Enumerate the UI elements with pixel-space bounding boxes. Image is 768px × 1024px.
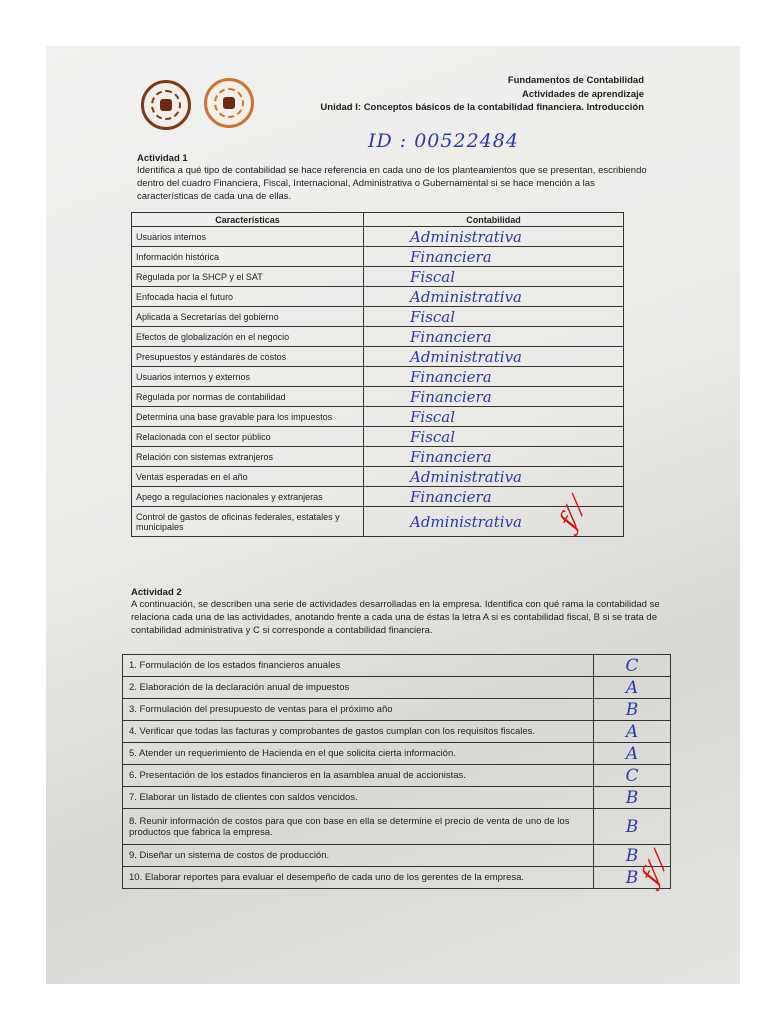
table-row bbox=[132, 227, 624, 247]
row-answer: B bbox=[594, 809, 671, 845]
row-statement: Usuarios internos y externos bbox=[132, 367, 364, 387]
student-id: ID : 00522484 bbox=[368, 130, 519, 152]
row-statement: Ventas esperadas en el año bbox=[132, 467, 364, 487]
table-row bbox=[123, 699, 671, 721]
table-row bbox=[123, 765, 671, 787]
row-statement: 7. Elaborar un listado de clientes con saldos vencidos. bbox=[123, 787, 594, 809]
row-statement: 6. Presentación de los estados financieros en la asamblea anual de accionistas. bbox=[123, 765, 594, 787]
row-answer: A bbox=[594, 677, 671, 699]
row-statement: 10. Elaborar reportes para evaluar el desempeño de cada uno de los gerentes de la empresa. bbox=[123, 867, 594, 889]
row-answer: B bbox=[594, 699, 671, 721]
university-seal-logo bbox=[141, 80, 191, 130]
table-row bbox=[132, 367, 624, 387]
row-statement: Presupuestos y estándares de costos bbox=[132, 347, 364, 367]
table-row bbox=[132, 407, 624, 427]
table-row bbox=[132, 267, 624, 287]
row-statement: 9. Diseñar un sistema de costos de producción. bbox=[123, 845, 594, 867]
activity2-instructions: A continuación, se describen una serie de actividades desarrolladas en la empresa. Identifica con qué rama la contabilidad se relaciona cada una de las actividades, anotando frente a cada una de éstas la letra A si es contabilidad fiscal, B si se trata de contabilidad administrativa y C si corresponde a contabilidad financiera. bbox=[131, 599, 660, 636]
row-answer: Administrativa bbox=[364, 507, 624, 537]
row-answer: B bbox=[594, 845, 671, 867]
table-row bbox=[132, 387, 624, 407]
course-title: Fundamentos de Contabilidad bbox=[507, 75, 644, 86]
row-statement: Control de gastos de oficinas federales, estatales y municipales bbox=[132, 507, 364, 537]
row-answer: C bbox=[594, 655, 671, 677]
row-statement: Usuarios internos bbox=[132, 227, 364, 247]
row-statement: 3. Formulación del presupuesto de ventas para el próximo año bbox=[123, 699, 594, 721]
row-statement: Apego a regulaciones nacionales y extranjeras bbox=[132, 487, 364, 507]
table-row bbox=[132, 287, 624, 307]
table-row bbox=[123, 867, 671, 889]
row-statement: Relacionada con el sector público bbox=[132, 427, 364, 447]
table-row bbox=[132, 467, 624, 487]
row-statement: 8. Reunir información de costos para que con base en ella se determine el precio de venta de uno de los productos que fabrica la empresa. bbox=[123, 809, 594, 845]
row-answer: Administrativa bbox=[364, 347, 624, 367]
row-statement: 2. Elaboración de la declaración anual de impuestos bbox=[123, 677, 594, 699]
table-row bbox=[123, 743, 671, 765]
university-seal-logo-2 bbox=[204, 78, 254, 128]
activity2-table bbox=[122, 654, 671, 889]
row-answer: A bbox=[594, 743, 671, 765]
row-statement: Relación con sistemas extranjeros bbox=[132, 447, 364, 467]
row-statement: Enfocada hacia el futuro bbox=[132, 287, 364, 307]
grader-signature-1: ƒ⁄ ⁄ bbox=[553, 496, 593, 534]
activity1-table bbox=[131, 212, 624, 537]
table-row bbox=[132, 487, 624, 507]
table-row bbox=[132, 507, 624, 537]
activity2-title: Actividad 2 bbox=[131, 587, 182, 598]
grader-signature-2: ƒ⁄ ⁄ bbox=[635, 851, 675, 889]
row-answer: C bbox=[594, 765, 671, 787]
row-answer: Fiscal bbox=[364, 267, 624, 287]
table-row bbox=[132, 447, 624, 467]
table-row bbox=[123, 655, 671, 677]
row-answer: A bbox=[594, 721, 671, 743]
table-row bbox=[123, 677, 671, 699]
row-answer: Fiscal bbox=[364, 407, 624, 427]
row-answer: Financiera bbox=[364, 487, 624, 507]
row-answer: B bbox=[594, 867, 671, 889]
table-row bbox=[132, 327, 624, 347]
row-answer: Administrativa bbox=[364, 467, 624, 487]
row-answer: Financiera bbox=[364, 367, 624, 387]
row-statement: 5. Atender un requerimiento de Hacienda en el que solicita cierta información. bbox=[123, 743, 594, 765]
row-statement: Regulada por la SHCP y el SAT bbox=[132, 267, 364, 287]
row-answer: Financiera bbox=[364, 447, 624, 467]
table-row bbox=[132, 307, 624, 327]
row-statement: Información histórica bbox=[132, 247, 364, 267]
table-row bbox=[123, 809, 671, 845]
row-answer: B bbox=[594, 787, 671, 809]
row-statement: Determina una base gravable para los impuestos bbox=[132, 407, 364, 427]
row-answer: Financiera bbox=[364, 327, 624, 347]
row-statement: Efectos de globalización en el negocio bbox=[132, 327, 364, 347]
col-accounting: Contabilidad bbox=[364, 213, 624, 227]
activity1-instructions: Identifica a qué tipo de contabilidad se hace referencia en cada uno de los planteamientos que se presentan, escribiendo dentro del cuadro Financiera, Fiscal, Internacional, Administrativa o Gubernamental si se hace mención a las características de cada una de ellas. bbox=[137, 165, 647, 202]
row-answer: Financiera bbox=[364, 387, 624, 407]
row-statement: Aplicada a Secretarías del gobierno bbox=[132, 307, 364, 327]
table-row bbox=[123, 721, 671, 743]
row-answer: Fiscal bbox=[364, 427, 624, 447]
row-answer: Fiscal bbox=[364, 307, 624, 327]
row-answer: Financiera bbox=[364, 247, 624, 267]
table-row bbox=[123, 787, 671, 809]
row-answer: Administrativa bbox=[364, 287, 624, 307]
activity1-title: Actividad 1 bbox=[137, 153, 188, 164]
table-row bbox=[132, 427, 624, 447]
table-row bbox=[132, 247, 624, 267]
table-row bbox=[123, 845, 671, 867]
row-statement: Regulada por normas de contabilidad bbox=[132, 387, 364, 407]
row-statement: 4. Verificar que todas las facturas y comprobantes de gastos cumplan con los requisitos fiscales. bbox=[123, 721, 594, 743]
table-row bbox=[132, 347, 624, 367]
unit-title: Unidad I: Conceptos básicos de la contabilidad financiera. Introducción bbox=[320, 102, 644, 113]
course-subtitle: Actividades de aprendizaje bbox=[522, 89, 644, 100]
row-statement: 1. Formulación de los estados financieros anuales bbox=[123, 655, 594, 677]
row-answer: Administrativa bbox=[364, 227, 624, 247]
col-characteristics: Características bbox=[132, 213, 364, 227]
